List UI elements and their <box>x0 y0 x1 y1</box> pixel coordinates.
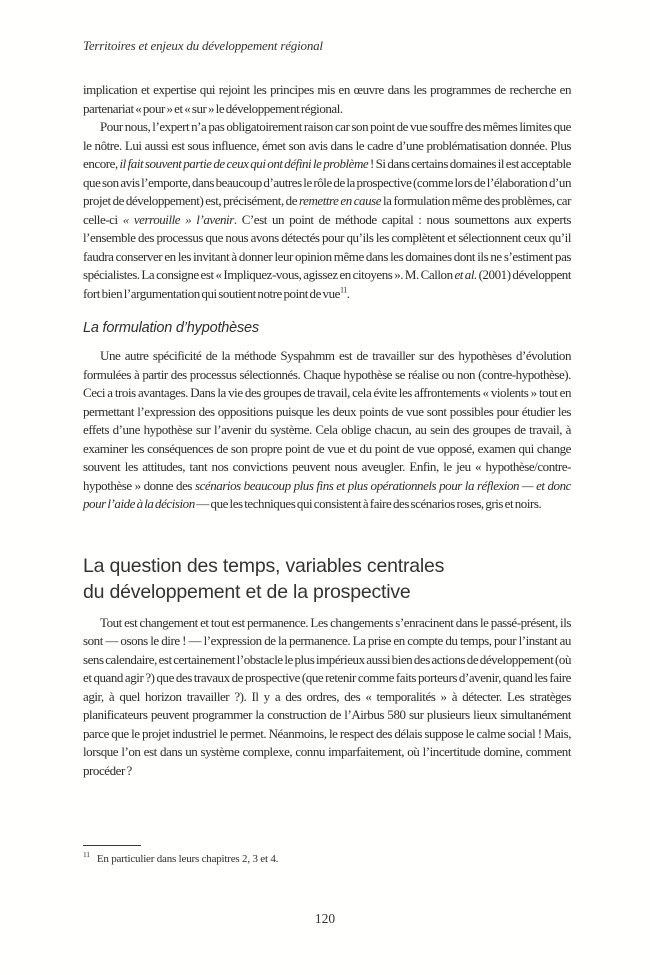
page-content <box>83 38 571 780</box>
section-heading <box>83 553 571 605</box>
footnote-area <box>83 845 571 866</box>
page-number: 120 <box>314 911 336 926</box>
paragraph: Pour nous, l’expert n’a pas obligatoirement raison car son point de vue souffre des mêmes limites que le nôtre. Lui aussi est sous influence, émet son avis dans le cadre d’une problématisation donnée. Plus encore, il fait souvent partie de ceux qui ont défini le problème ! Si dans certains domaines il est acceptable que son avis l’emporte, dans beaucoup d’autres le rôle de la prospective (comme lors de l’élaboration d’un projet de développement) est, précisément, de remettre en cause la formulation même des problèmes, car celle-ci « verrouille » l’avenir. C’est un point de méthode capital : nous soumettons aux experts l’ensemble des processus que nous avons détectés pour qu’ils les complètent et sélectionnent ceux qu’il faudra conserver en les invitant à donner leur opinion même dans les domaines dont ils ne s’estiment pas spécialistes. La consigne est « Impliquez-vous, agissez en citoyens ». M. Callon et al. (2001) développent fort bien l’argumentation qui soutient notre point de vue$^{11}$. <box>83 119 572 301</box>
running-header: Territoires et enjeux du développement régional <box>83 38 323 53</box>
footnote-text: En particulier dans leurs chapitres 2, 3 et 4. <box>96 853 279 865</box>
paragraph: Une autre spécificité de la méthode Syspahmm est de travailler sur des hypothèses d’évolution formulées à partir des processus sélectionnés. Chaque hypothèse se réalise ou non (contre-hypothèse). Ceci a trois avantages. Dans la vie des groupes de travail, cela évite les affrontements « violents » tout en permettant l’expression des oppositions puisque les deux points de vue sont possibles pour étudier les effets d’une hypothèse sur l’avenir du système. Cela oblige chacun, au sein des groupes de travail, à examiner les conséquences de son propre point de vue et du point de vue opposé, examen qui change souvent les attitudes, tant nos convictions peuvent nous aveugler. Enfin, le jeu « hypothèse/contre-hypothèse » donne des scénarios beaucoup plus fins et plus opérationnels pour la réflexion — et donc pour l’aide à la décision — que les techniques qui consistent à faire des scénarios roses, gris et noirs. <box>83 348 571 511</box>
section-heading-line1: La question des temps, variables centrales <box>83 554 445 577</box>
footnote-marker: 11 <box>83 850 90 860</box>
footnote-rule <box>83 845 141 846</box>
footnote <box>83 852 571 866</box>
paragraph: Tout est changement et tout est permanence. Les changements s’enracinent dans le passé-présent, ils sont — osons le dire ! — l’expression de la permanence. La prise en compte du temps, pour l’instant au sens calendaire, est certainement l’obstacle le plus impérieux aussi bien des actions de développement (où et quand agir ?) que des travaux de prospective (que retenir comme faits porteurs d’avenir, quand les faire agir, à quel horizon travailler ?). Il y a des ordres, des « temporalités » à détecter. Les stratèges planificateurs peuvent programmer la construction de l’Airbus 580 sur plusieurs lieux simultanément parce que le projet industriel le permet. Néanmoins, le respect des délais suppose le calme social ! Mais, lorsque l’on est dans un système complexe, connu imparfaitement, où l’incertitude domine, comment procéder ? <box>83 614 571 778</box>
paragraph-continuation: implication et expertise qui rejoint les principes mis en œuvre dans les programmes de recherche en partenariat « pour » et « sur » le développement régional. <box>83 82 571 116</box>
subsection-heading: La formulation d’hypothèses <box>83 320 259 336</box>
section-heading-line2: du développement et de la prospective <box>83 580 411 603</box>
